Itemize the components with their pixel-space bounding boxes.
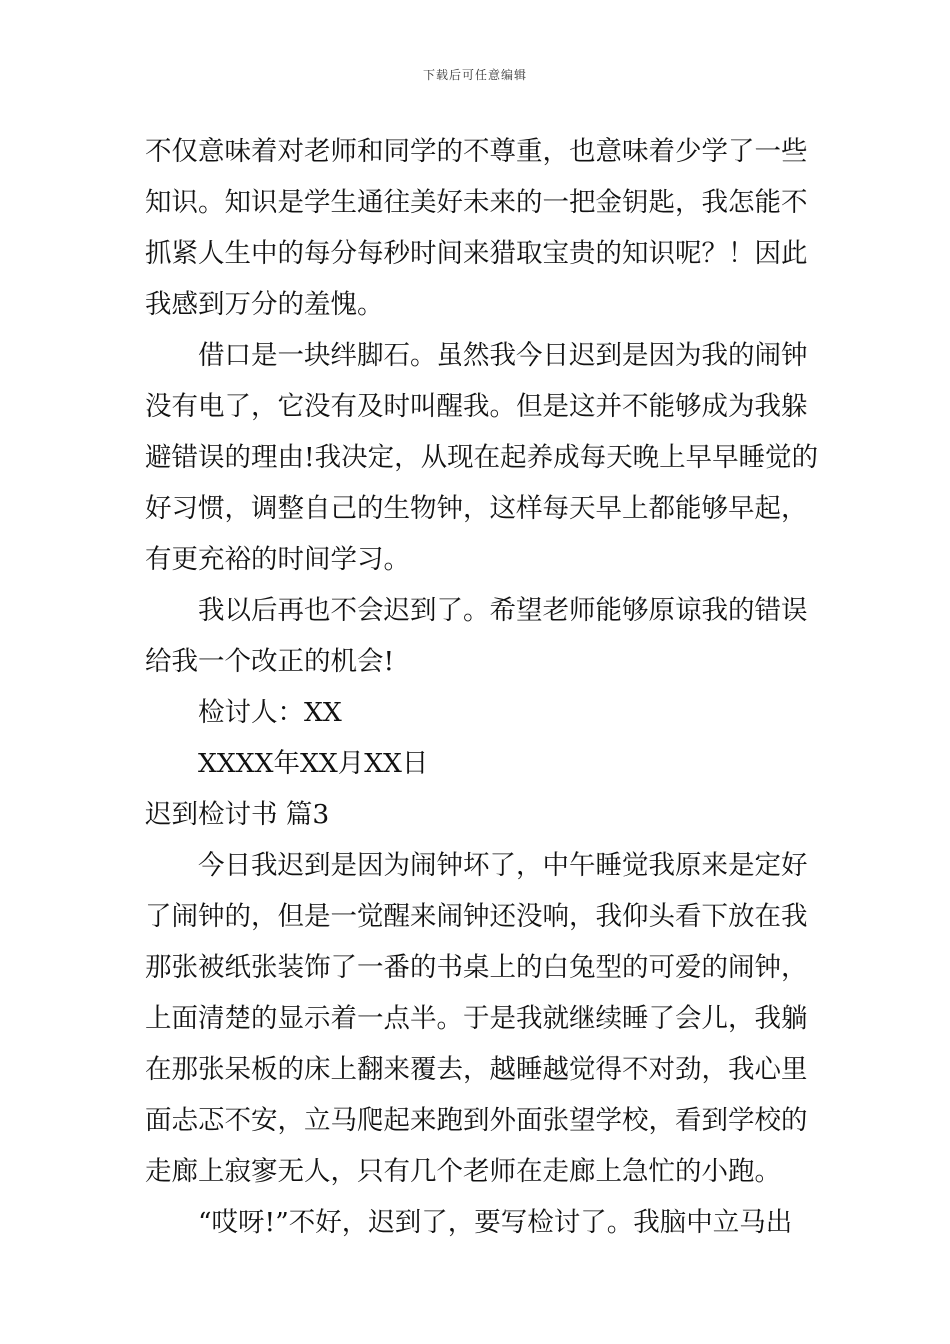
paragraph-line: 避错误的理由!我决定，从现在起养成每天晚上早早睡觉的 [145,442,819,473]
paragraph-line: 今日我迟到是因为闹钟坏了，中午睡觉我原来是定好 [198,850,808,881]
paragraph-line: 抓紧人生中的每分每秒时间来猎取宝贵的知识呢？！因此 [145,238,808,269]
paragraph-line: 那张被纸张装饰了一番的书桌上的白兔型的可爱的闹钟， [145,952,808,983]
section-heading: 迟到检讨书 篇3 [145,799,330,830]
document-body [145,126,819,1248]
paragraph-line: 面忐忑不安，立马爬起来跑到外面张望学校，看到学校的 [145,1105,808,1136]
paragraph-line: 没有电了，它没有及时叫醒我。但是这并不能够成为我躲 [145,391,808,422]
paragraph-line: 知识。知识是学生通往美好未来的一把金钥匙，我怎能不 [145,187,808,218]
header-note: 下载后可任意编辑 [422,68,527,82]
paragraph-line: 在那张呆板的床上翻来覆去，越睡越觉得不对劲，我心里 [145,1054,808,1085]
paragraph-line: 我以后再也不会迟到了。希望老师能够原谅我的错误 [198,595,808,626]
paragraph-line: 给我一个改正的机会! [145,646,395,677]
paragraph-line: 了闹钟的，但是一觉醒来闹钟还没响，我仰头看下放在我 [145,901,808,932]
paragraph-line: 有更充裕的时间学习。 [145,544,410,575]
paragraph-line: 好习惯，调整自己的生物钟，这样每天早上都能够早起， [145,493,808,524]
paragraph-line: “哎呀!”不好，迟到了，要写检讨了。我脑中立马出 [198,1207,793,1238]
signature-line: 检讨人：XX [198,697,342,728]
paragraph-line: 走廊上寂寥无人，只有几个老师在走廊上急忙的小跑。 [145,1156,781,1187]
paragraph-line: 借口是一块绊脚石。虽然我今日迟到是因为我的闹钟 [198,340,808,371]
date-line: XXXX年XX月XX日 [198,748,429,779]
paragraph-line: 不仅意味着对老师和同学的不尊重，也意味着少学了一些 [145,136,808,167]
paragraph-line: 我感到万分的羞愧。 [145,289,384,320]
paragraph-line: 上面清楚的显示着一点半。于是我就继续睡了会儿，我躺 [145,1003,808,1034]
